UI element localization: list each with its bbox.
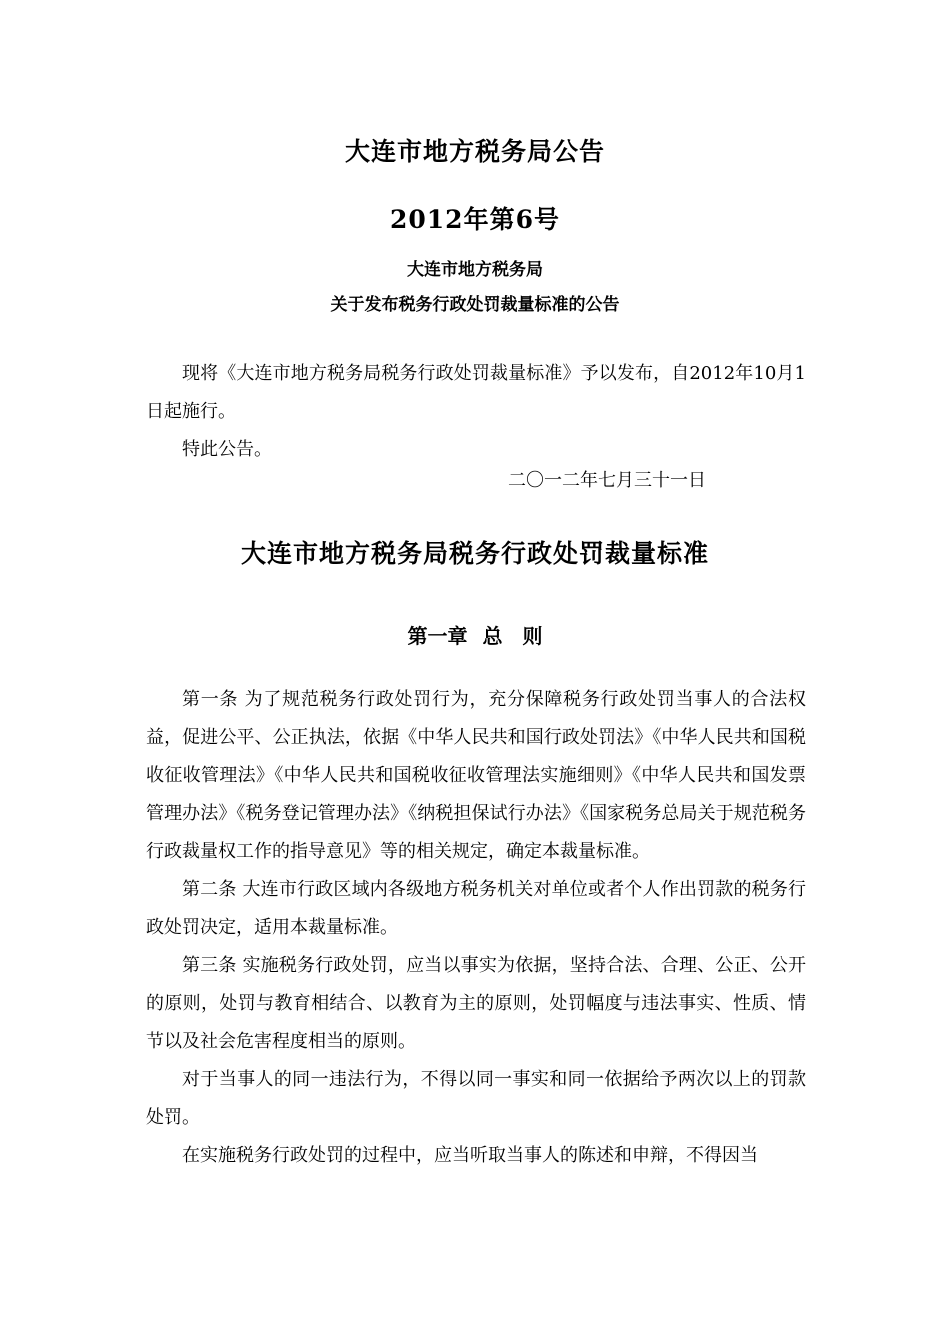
notice-date: 二〇一二年七月三十一日 bbox=[508, 470, 706, 491]
notice-paragraph: 现将《大连市地方税务局税务行政处罚裁量标准》予以发布，自2012年10月1日起施行。 bbox=[146, 363, 806, 422]
issuer-heading: 大连市地方税务局 bbox=[407, 260, 543, 280]
articles-body bbox=[146, 681, 806, 1175]
article-paragraph: 第三条 实施税务行政处罚，应当以事实为依据，坚持合法、合理、公正、公开的原则，处罚与教育相结合、以教育为主的原则，处罚幅度与违法事实、性质、情节以及社会危害程度相当的原则。 bbox=[146, 955, 806, 1052]
notice-closing: 特此公告。 bbox=[182, 439, 272, 460]
chapter-heading: 第一章 总 则 bbox=[407, 624, 543, 648]
standard-title: 大连市地方税务局税务行政处罚裁量标准 bbox=[240, 539, 709, 568]
announcement-number: 2012年第6号 bbox=[390, 205, 560, 234]
announcement-title: 大连市地方税务局公告 bbox=[344, 137, 605, 166]
article-paragraph: 在实施税务行政处罚的过程中，应当听取当事人的陈述和申辩，不得因当 bbox=[182, 1145, 758, 1166]
announcement-subject: 关于发布税务行政处罚裁量标准的公告 bbox=[330, 295, 620, 315]
article-paragraph: 第一条 为了规范税务行政处罚行为，充分保障税务行政处罚当事人的合法权益，促进公平、公正执法，依据《中华人民共和国行政处罚法》《中华人民共和国税收征收管理法》《中华人民共和国税收征收管理法实施细则》《中华人民共和国发票管理办法》《税务登记管理办法》《纳税担保试行办法》《国家税务总局关于规范税务行政裁量权工作的指导意见》等的相关规定，确定本裁量标准。 bbox=[146, 689, 806, 862]
article-paragraph: 第二条 大连市行政区域内各级地方税务机关对单位或者个人作出罚款的税务行政处罚决定，适用本裁量标准。 bbox=[146, 879, 806, 938]
article-paragraph: 对于当事人的同一违法行为，不得以同一事实和同一依据给予两次以上的罚款处罚。 bbox=[146, 1069, 806, 1128]
notice-body bbox=[146, 355, 806, 469]
